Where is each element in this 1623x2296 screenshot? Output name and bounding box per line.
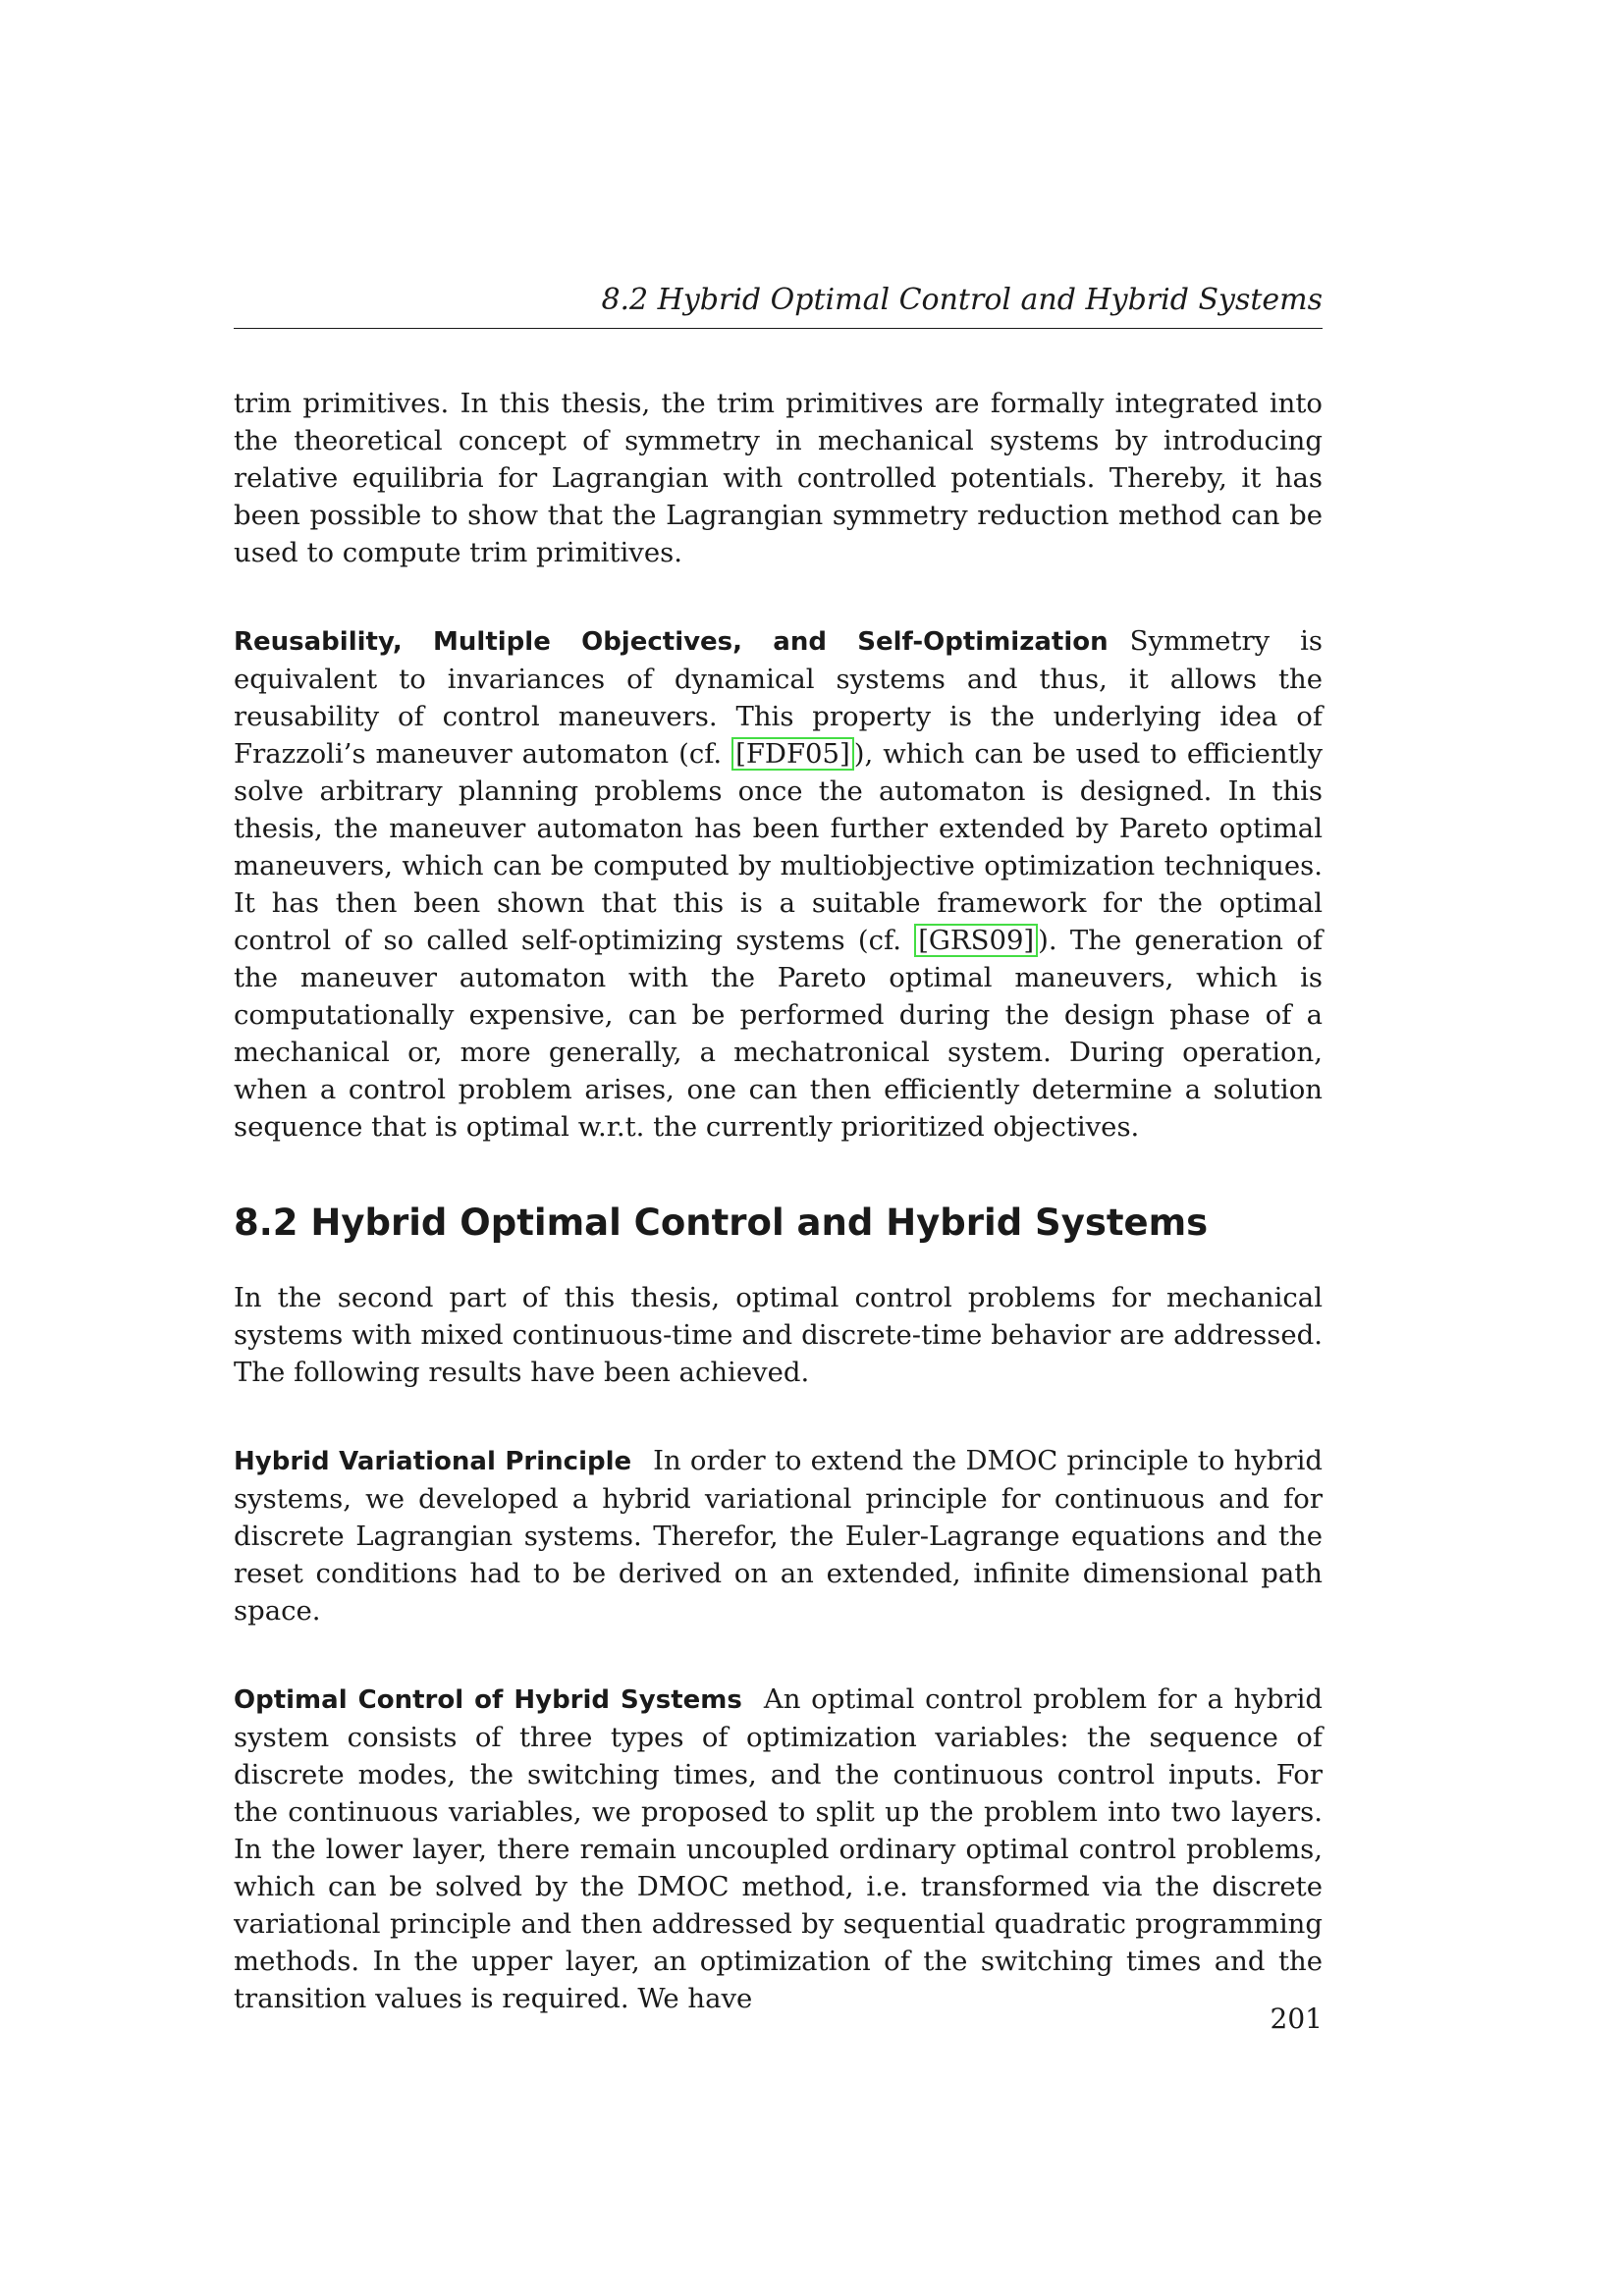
paragraph-text: In order to extend the DMOC principle to hybrid systems, we developed a hybrid variational principle for continuous and for discrete Lagrangian systems. Therefor, the Euler-Lagrange equations and the reset conditions had to be derived on an extended, infinite dimensional path space.	[234, 1445, 1323, 1627]
paragraph-heading-reusability: Reusability, Multiple Objectives, and Self-Optimization	[234, 627, 1109, 657]
paragraph-text: Symmetry is equivalent to invariances of dynamical systems and thus, it allows the reusability of control maneuvers. This property is the underlying idea of Frazzoli’s maneuver automaton (cf.	[234, 625, 1324, 770]
paragraph-second-part-intro: In the second part of this thesis, optimal control problems for mechanical systems with mixed continuous-time and discrete-time behavior are addressed. The following results have been achieved.	[234, 1282, 1323, 1388]
paragraph-trim-primitives: trim primitives. In this thesis, the trim primitives are formally integrated into the theoretical concept of symmetry in mechanical systems by introducing relative equilibria for Lagrangian with controlled potentials. Thereby, it has been possible to show that the Lagrangian symmetry reduction method can be used to compute trim primitives.	[234, 388, 1323, 568]
paragraph-text: An optimal control problem for a hybrid system consists of three types of optimization variables: the sequence of discrete modes, the switching times, and the continuous control inputs. For the continuous variables, we proposed to split up the problem into two layers. In the lower layer, there remain uncoupled ordinary optimal control problems, which can be solved by the DMOC method, i.e. transformed via the discrete variational principle and then addressed by sequential quadratic programming methods. In the upper layer, an optimization of the switching times and the transition values is required. We have	[234, 1683, 1323, 2014]
running-header: 8.2 Hybrid Optimal Control and Hybrid Systems	[601, 283, 1323, 317]
paragraph-text: ). The generation of the maneuver automaton with the Pareto optimal maneuvers, which is computationally expensive, can be performed during the design phase of a mechanical or, more generally, a mechatronical system. During operation, when a control problem arises, one can then efficiently determine a solution sequence that is optimal w.r.t. the currently prioritized objectives.	[234, 925, 1323, 1143]
page-number: 201	[1270, 2002, 1323, 2035]
page-content	[234, 385, 1323, 2017]
citation-link-grs09[interactable]: [GRS09]	[914, 924, 1038, 957]
document-page	[234, 0, 1323, 2296]
section-title: 8.2 Hybrid Optimal Control and Hybrid Systems	[234, 1201, 1209, 1244]
citation-link-fdf05[interactable]: [FDF05]	[731, 737, 854, 771]
paragraph-heading-optimal-control: Optimal Control of Hybrid Systems	[234, 1685, 742, 1715]
paragraph-text: ), which can be used to efficiently solve arbitrary planning problems once the automaton is designed. In this thesis, the maneuver automaton has been further extended by Pareto optimal maneuvers, which can be computed by multiobjective optimization techniques. It has then been shown that this is a suitable framework for the optimal control of so called self-optimizing systems (cf.	[234, 738, 1323, 956]
paragraph-heading-hybrid-variational: Hybrid Variational Principle	[234, 1447, 632, 1476]
paragraph-reusability	[234, 622, 1323, 1146]
header-rule	[234, 328, 1323, 329]
paragraph-optimal-control-hybrid	[234, 1681, 1323, 2017]
paragraph-hybrid-variational-principle	[234, 1442, 1323, 1629]
